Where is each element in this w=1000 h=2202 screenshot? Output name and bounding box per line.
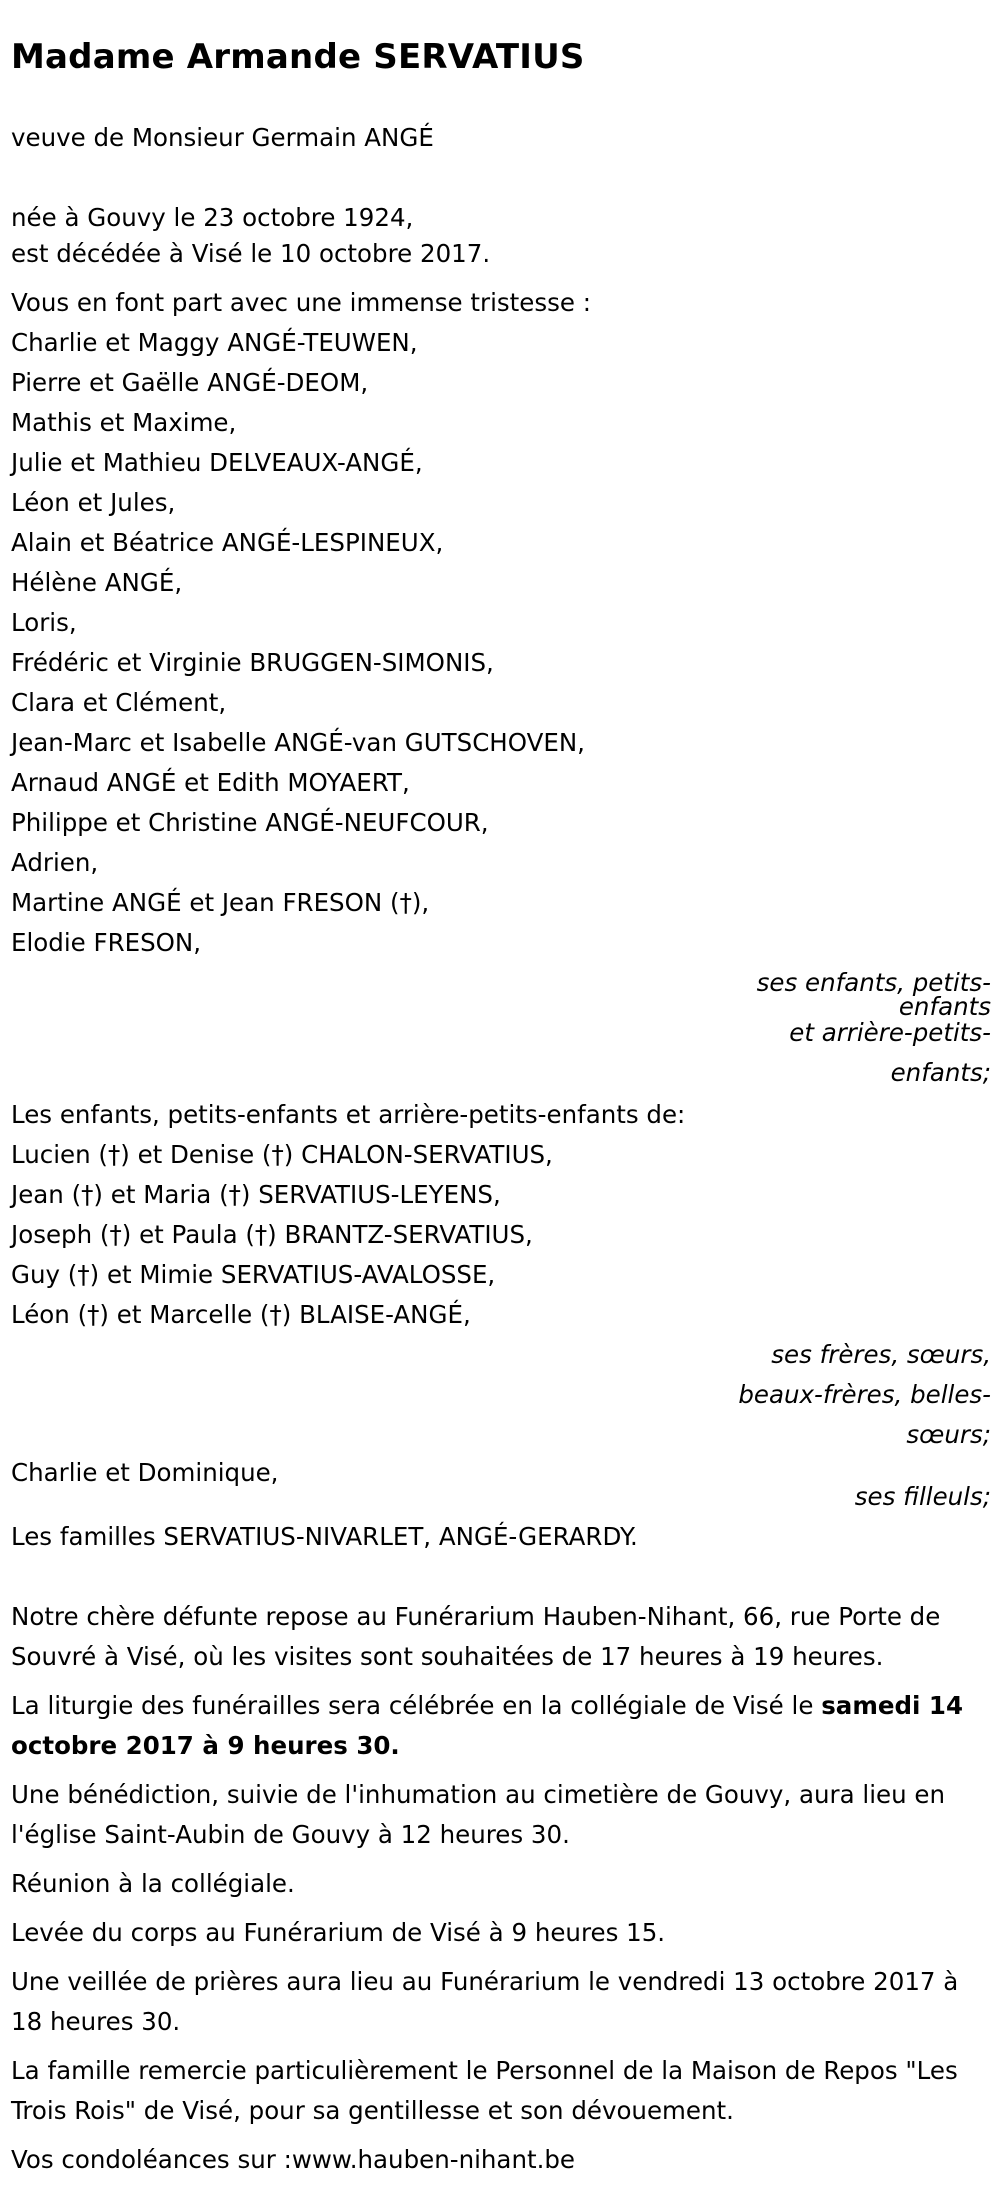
list-item: Hélène ANGÉ, xyxy=(11,568,183,597)
godchildren-line: Charlie et Dominique, xyxy=(11,1458,279,1487)
siblings-intro: Les enfants, petits-enfants et arrière-petits-enfants de: xyxy=(11,1100,686,1129)
list-item: Julie et Mathieu DELVEAUX-ANGÉ, xyxy=(11,448,423,477)
role-line: et arrière-petits- xyxy=(789,1018,991,1047)
list-item: Loris, xyxy=(11,608,77,637)
children-list xyxy=(11,323,1000,963)
role-line: enfants xyxy=(898,992,991,1021)
deceased-name: Madame Armande SERVATIUS xyxy=(11,37,585,77)
list-item: Charlie et Maggy ANGÉ-TEUWEN, xyxy=(11,328,418,357)
liturgy-date: samedi 14 octobre 2017 à 9 heures 30. xyxy=(11,1691,964,1760)
list-item: Arnaud ANGÉ et Edith MOYAERT, xyxy=(11,768,410,797)
liturgy-paragraph xyxy=(11,1686,996,1766)
announcement-line: Vous en font part avec une immense tristesse : xyxy=(11,288,591,317)
list-item: Jean (†) et Maria (†) SERVATIUS-LEYENS, xyxy=(11,1180,501,1209)
condolences-line: Vos condoléances sur :www.hauben-nihant.be xyxy=(11,2145,575,2174)
siblings-list xyxy=(11,1135,1000,1335)
list-item: Mathis et Maxime, xyxy=(11,408,237,437)
list-item: Philippe et Christine ANGÉ-NEUFCOUR, xyxy=(11,808,489,837)
list-item: Martine ANGÉ et Jean FRESON (†), xyxy=(11,888,430,917)
blessing-paragraph: Une bénédiction, suivie de l'inhumation au cimetière de Gouvy, aura lieu en l'église Saint-Aubin de Gouvy à 12 heures 30. xyxy=(11,1780,946,1849)
list-item: Adrien, xyxy=(11,848,99,877)
thanks-paragraph: La famille remercie particulièrement le Personnel de la Maison de Repos "Les Trois Rois" de Visé, pour sa gentillesse et son dévouement. xyxy=(11,2056,958,2125)
lifting-line: Levée du corps au Funérarium de Visé à 9 heures 15. xyxy=(11,1918,666,1947)
list-item: Frédéric et Virginie BRUGGEN-SIMONIS, xyxy=(11,648,494,677)
role-line: beaux-frères, belles- xyxy=(738,1380,991,1409)
list-item: Léon et Jules, xyxy=(11,488,176,517)
liturgy-text: La liturgie des funérailles sera célébrée en la collégiale de Visé le xyxy=(11,1691,822,1720)
meeting-line: Réunion à la collégiale. xyxy=(11,1869,295,1898)
death-line: est décédée à Visé le 10 octobre 2017. xyxy=(11,239,491,268)
list-item: Alain et Béatrice ANGÉ-LESPINEUX, xyxy=(11,528,444,557)
birth-line: née à Gouvy le 23 octobre 1924, xyxy=(11,203,414,232)
widow-of-line: veuve de Monsieur Germain ANGÉ xyxy=(11,123,434,152)
list-item: Clara et Clément, xyxy=(11,688,227,717)
list-item: Léon (†) et Marcelle (†) BLAISE-ANGÉ, xyxy=(11,1300,471,1329)
rest-paragraph: Notre chère défunte repose au Funérarium Hauben-Nihant, 66, rue Porte de Souvré à Visé, où les visites sont souhaitées de 17 heures à 19 heures. xyxy=(11,1602,941,1671)
role-line: sœurs; xyxy=(906,1420,991,1449)
vigil-paragraph: Une veillée de prières aura lieu au Funérarium le vendredi 13 octobre 2017 à 18 heures 30. xyxy=(11,1967,959,2036)
role-line: ses frères, sœurs, xyxy=(771,1340,991,1369)
list-item: Guy (†) et Mimie SERVATIUS-AVALOSSE, xyxy=(11,1260,496,1289)
godchildren-role: ses filleuls; xyxy=(854,1482,991,1511)
list-item: Lucien (†) et Denise (†) CHALON-SERVATIUS, xyxy=(11,1140,553,1169)
list-item: Jean-Marc et Isabelle ANGÉ-van GUTSCHOVEN, xyxy=(11,728,585,757)
role-line: enfants; xyxy=(890,1058,991,1087)
children-role xyxy=(11,963,1000,1093)
list-item: Elodie FRESON, xyxy=(11,928,202,957)
list-item: Joseph (†) et Paula (†) BRANTZ-SERVATIUS, xyxy=(11,1220,533,1249)
siblings-role xyxy=(11,1335,1000,1455)
list-item: Pierre et Gaëlle ANGÉ-DEOM, xyxy=(11,368,369,397)
families-line: Les familles SERVATIUS-NIVARLET, ANGÉ-GERARDY. xyxy=(11,1522,638,1551)
role-line: ses enfants, petits- xyxy=(756,968,991,997)
